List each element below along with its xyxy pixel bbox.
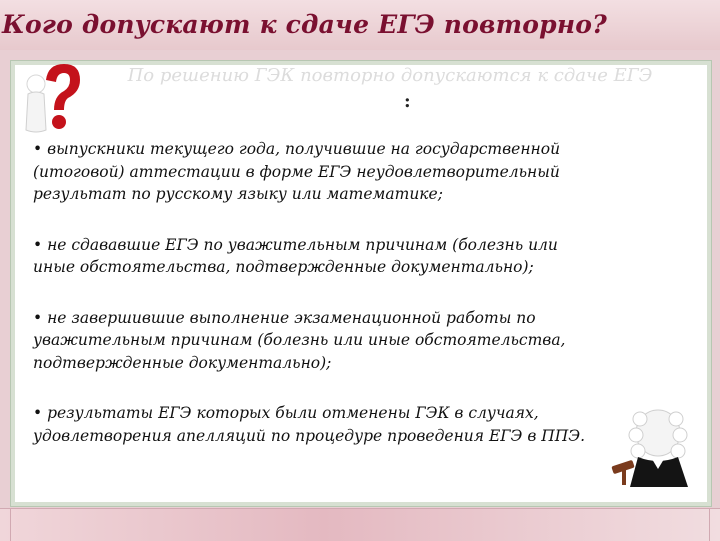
header-colon: :: [404, 91, 411, 112]
footer-divider: [709, 509, 710, 541]
footer-divider: [10, 509, 11, 541]
footer-strip: [0, 508, 720, 541]
title-bar: [0, 0, 720, 50]
list-item: • не сдававшие ЕГЭ по уважительным причинам (болезнь или иные обстоятельства, подтвержденные документально);: [33, 235, 558, 276]
list-item: • выпускники текущего года, получившие на государственной (итоговой) аттестации в форме ЕГЭ неудовлетворительный результат по русскому языку или математике;: [33, 140, 561, 203]
header-text: По решению ГЭК повторно допускаются к сдаче ЕГЭ: [127, 65, 653, 86]
judge-figure-icon: [608, 405, 702, 487]
slide-title: Кого допускают к сдаче ЕГЭ повторно?: [2, 10, 608, 39]
list-item: • не завершившие выполнение экзаменационной работы по уважительным причинам (болезнь или иные обстоятельства, подтвержденные документально);: [33, 308, 566, 372]
question-mark-figure-icon: [18, 60, 86, 140]
criteria-list: [33, 138, 593, 475]
list-item: • результаты ЕГЭ которых были отменены ГЭК в случаях, удовлетворения апелляций по процедуре проведения ЕГЭ в ППЭ.: [33, 404, 586, 445]
